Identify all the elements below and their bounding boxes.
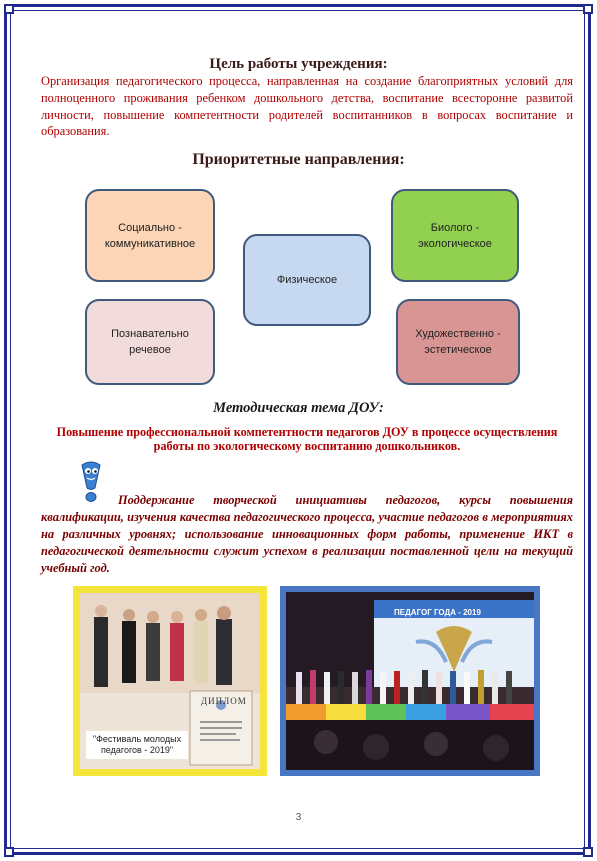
method-title: Методическая тема ДОУ: [213, 400, 384, 416]
support-text: Поддержание творческой инициативы педагогов, курсы повышения квалификации, изучения качества педагогического процесса, участие педагогов в мероприятиях на различных уровнях; использование инновационных форм работы, применение ИКТ в педагогической деятельности служит успехом в реализации поставленной цели на текущий учебный год. [41, 493, 573, 575]
border-corner [583, 847, 593, 857]
priority-cognitive-label: Познавательно речевое [111, 328, 189, 356]
priority-social-label: Социально - коммуникативное [104, 221, 196, 250]
goal-title: Цель работы учреждения: [209, 56, 388, 72]
priority-physical-label: Физическое [276, 274, 338, 286]
priority-bio-label: Биолого - экологическое [418, 221, 492, 250]
priority-bio-box [391, 189, 519, 282]
priority-artistic-label: Художественно - эстетическое [415, 328, 501, 356]
priority-cognitive-box [85, 299, 215, 385]
goal-text: Организация педагогического процесса, направленная на создание благоприятных условий для полноценного проживания ребенком дошкольного детства, воспитание всесторонне развитой личности, повышение компетентности родителей воспитанников в вопросах воспитание и образования. [41, 74, 573, 139]
page-number: 3 [295, 812, 302, 823]
priority-physical-box [243, 234, 371, 326]
priority-social-box [85, 189, 215, 282]
teacher-of-year-photo [280, 586, 540, 776]
border-corner [4, 847, 14, 857]
diploma-label: ДИПЛОМ [201, 696, 247, 706]
method-text: Повышение профессиональной компетентности педагогов ДОУ в процессе осуществления работы по экологическому воспитанию дошкольников. [56, 425, 558, 453]
teacher-of-year-photo-image [286, 592, 534, 770]
banner-text: ПЕДАГОГ ГОДА - 2019 [394, 608, 481, 617]
festival-photo [73, 586, 267, 776]
border-corner [4, 4, 14, 14]
priority-artistic-box [396, 299, 520, 385]
festival-caption: "Фестиваль молодых педагогов - 2019" [86, 731, 188, 759]
priorities-title: Приоритетные направления: [192, 151, 405, 168]
border-corner [583, 4, 593, 14]
